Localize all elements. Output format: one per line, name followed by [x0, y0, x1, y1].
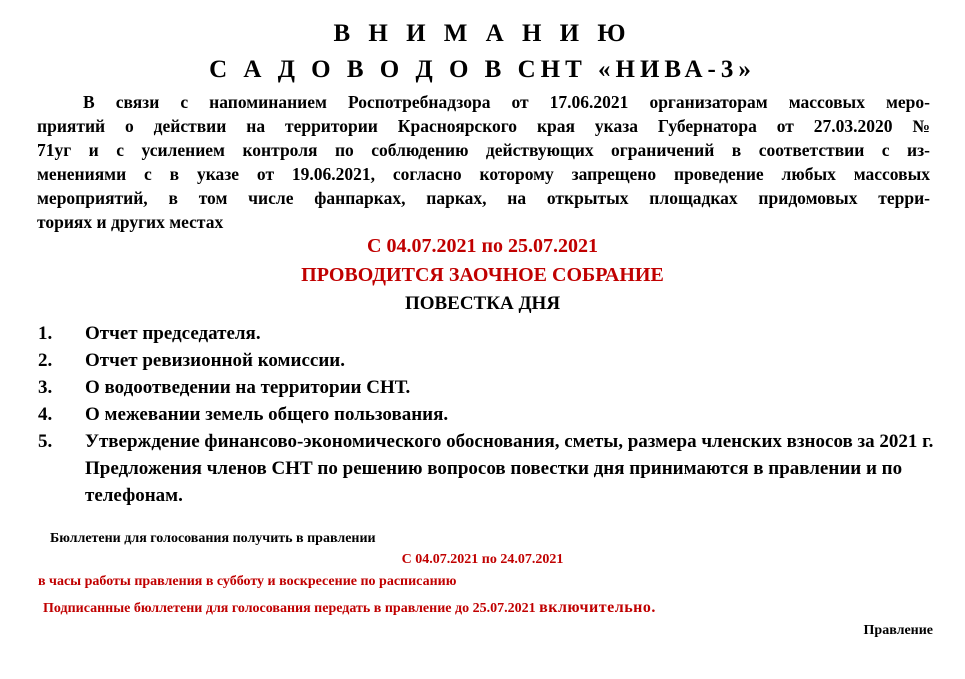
ballots-dates: С 04.07.2021 по 24.07.2021	[401, 552, 564, 567]
agenda-item-text: Утверждение финансово-экономического обоснования, сметы, размера членских взносов за 2021 г.	[85, 431, 934, 452]
agenda-item-number: 5.	[38, 431, 53, 452]
intro-line: В связи с напоминанием Роспотребнадзора от 17.06.2021 организаторам массовых меро-	[83, 92, 930, 112]
agenda-item-number: 2.	[38, 350, 53, 371]
ballots-get: Бюллетени для голосования получить в правлении	[50, 531, 376, 546]
agenda-item-number: 3.	[38, 377, 53, 398]
agenda-item	[38, 428, 938, 455]
intro-line: мероприятий, в том числе фанпарках, парках, на открытых площадках придомовых терри-	[37, 188, 930, 208]
agenda-item	[38, 320, 938, 347]
agenda-title: ПОВЕСТКА ДНЯ	[404, 293, 561, 314]
agenda-item	[38, 401, 938, 428]
meeting-type: ПРОВОДИТСЯ ЗАОЧНОЕ СОБРАНИЕ	[301, 264, 664, 286]
agenda-item-text: Отчет председателя.	[85, 323, 261, 344]
agenda-item-number: 4.	[38, 404, 53, 425]
intro-paragraph	[37, 90, 930, 234]
intro-line: менениями с в указе от 19.06.2021, согласно которому запрещено проведение любых массовых	[37, 164, 930, 184]
agenda-item-number: 1.	[38, 323, 53, 344]
agenda-item-text: О межевании земель общего пользования.	[85, 404, 449, 425]
notice-title: В Н И М А Н И Ю	[333, 20, 632, 47]
agenda-item	[38, 374, 938, 401]
agenda-item-text: Отчет ревизионной комиссии.	[85, 350, 345, 371]
meeting-dates: С 04.07.2021 по 25.07.2021	[367, 235, 598, 257]
ballots-submit-text: Подписанные бюллетени для голосования передать в правление до 25.07.2021	[43, 601, 540, 616]
ballots-hours: в часы работы правления в субботу и воскресение по расписанию	[38, 574, 457, 589]
agenda-item	[38, 347, 938, 374]
intro-line: 71уг и с усилением контроля по соблюдению действующих ограничений в соответствии с из-	[37, 140, 930, 160]
intro-line: ториях и других местах	[37, 212, 224, 232]
ballots-submit	[43, 599, 656, 617]
agenda-suggestions: Предложения членов СНТ по решению вопросов повестки дня принимаются в правлении и по телефонам.	[85, 458, 903, 506]
agenda-list	[38, 320, 938, 509]
ballots-submit-tail: включительно.	[539, 599, 656, 616]
intro-line: приятий о действии на территории Красноярского края указа Губернатора от 27.03.2020 №	[37, 116, 930, 136]
signature: Правление	[863, 623, 933, 638]
agenda-item-text: О водоотведении на территории СНТ.	[85, 377, 411, 398]
notice-subtitle: С А Д О В О Д О В СНТ «НИВА-3»	[209, 56, 756, 83]
